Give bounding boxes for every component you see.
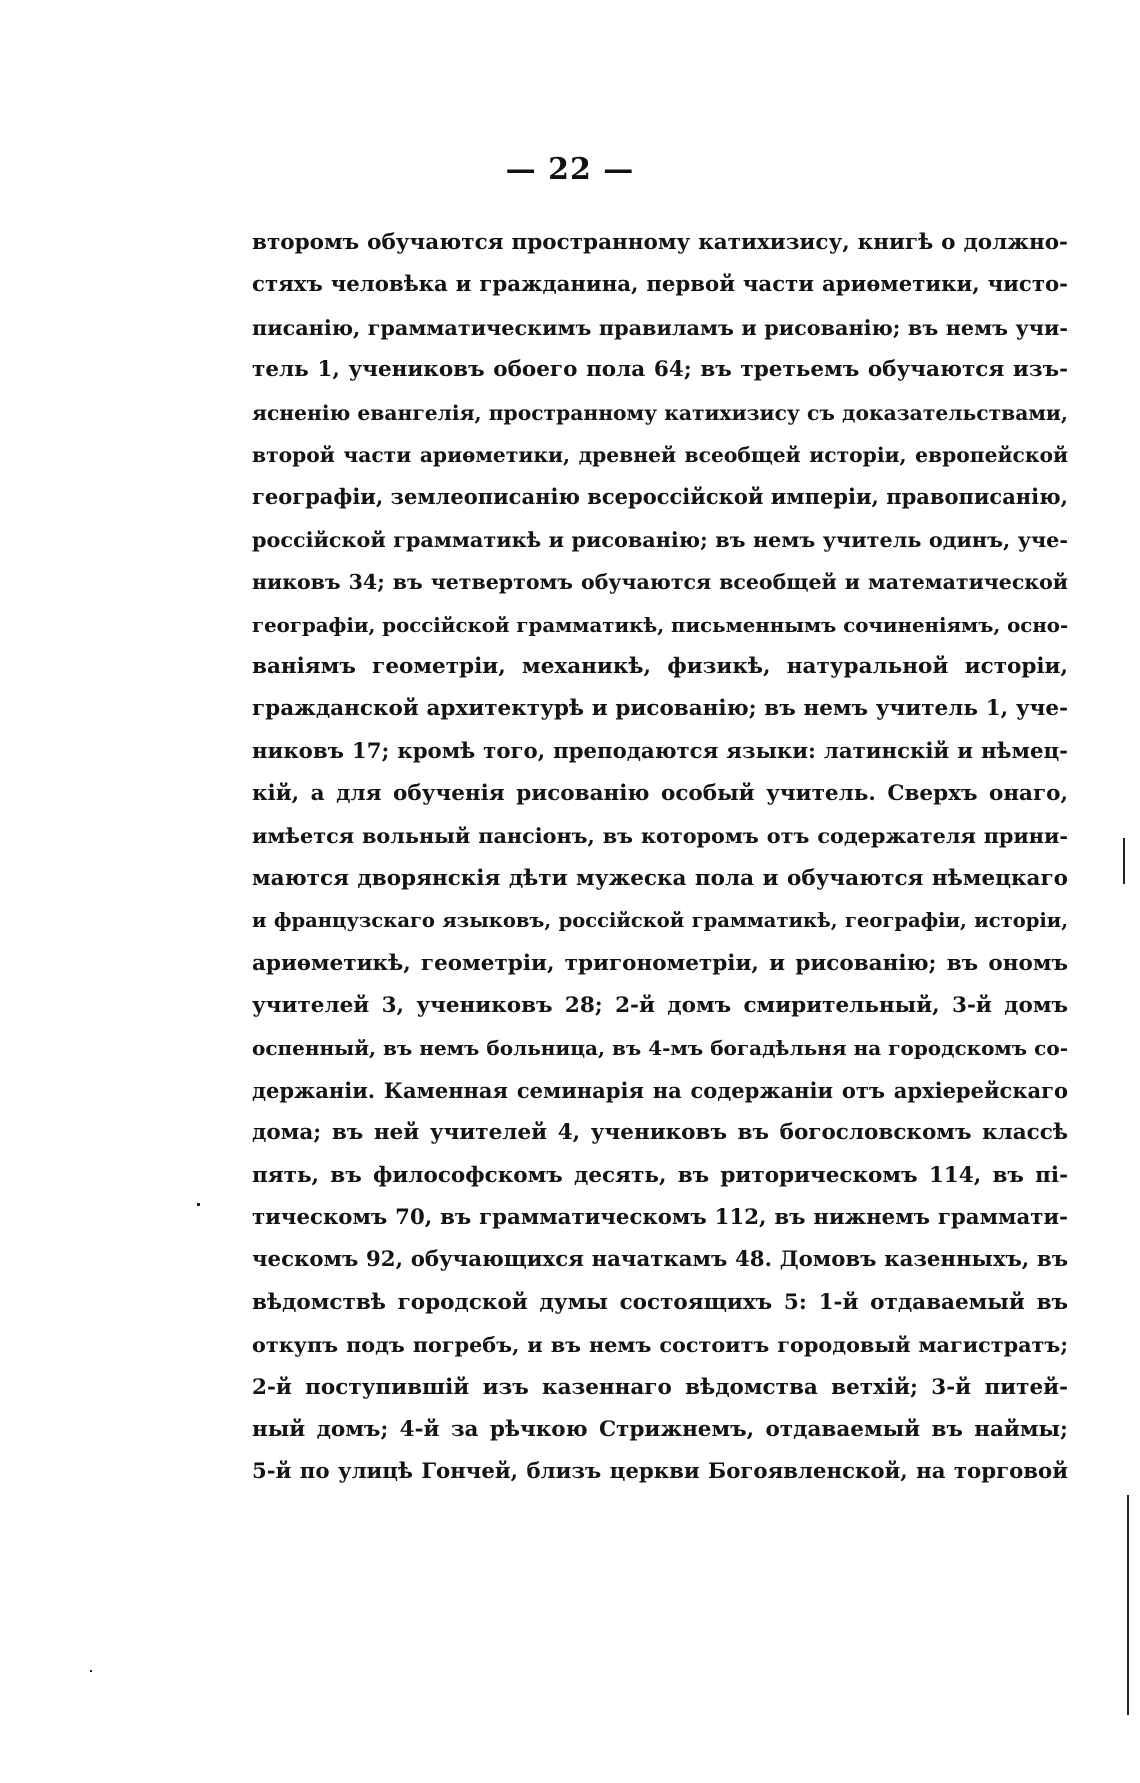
scan-mark [1127, 1495, 1129, 1715]
page-number: — 22 — [505, 152, 635, 187]
text-line: тическомъ 70, въ грамматическомъ 112, въ нижнемъ граммати- [252, 1204, 1068, 1230]
text-line: второмъ обучаются пространному катихизису, книгѣ о должно- [252, 230, 1068, 255]
text-line: имѣется вольный пансіонъ, въ которомъ отъ содержателя прини- [252, 824, 1068, 849]
text-line: кій, а для обученія рисованію особый учитель. Сверхъ онаго, [252, 781, 1068, 807]
scan-mark [90, 1670, 92, 1672]
scan-mark [1123, 838, 1125, 884]
text-line: 5-й по улицѣ Гончей, близъ церкви Богоявленской, на торговой [252, 1459, 1068, 1485]
text-line: ный домъ; 4-й за рѣчкою Стрижнемъ, отдаваемый въ наймы; [252, 1416, 1068, 1442]
text-line: оспенный, въ немъ больница, въ 4-мъ богадѣльня на городскомъ со- [252, 1036, 1068, 1061]
text-line: ваніямъ геометріи, механикѣ, физикѣ, натуральной исторіи, [252, 653, 1068, 679]
text-line: никовъ 34; въ четвертомъ обучаются всеобщей и математической [252, 570, 1068, 595]
text-line: держаніи. Каменная семинарія на содержаніи отъ архіерейскаго [252, 1077, 1068, 1103]
text-line: тель 1, учениковъ обоего пола 64; въ третьемъ обучаются изъ- [252, 357, 1068, 383]
text-line: пять, въ философскомъ десять, въ риторическомъ 114, въ пі- [252, 1162, 1068, 1188]
scan-mark [197, 1203, 200, 1206]
text-line: 2-й поступившій изъ казеннаго вѣдомства ветхій; 3-й питей- [252, 1374, 1068, 1400]
text-line: вѣдомствѣ городской думы состоящихъ 5: 1-й отдаваемый въ [252, 1289, 1068, 1315]
text-line: гражданской архитектурѣ и рисованію; въ немъ учитель 1, уче- [252, 696, 1068, 722]
text-line: откупъ подъ погребъ, и въ немъ состоитъ городовый магистратъ; [252, 1333, 1068, 1358]
text-line: учителей 3, учениковъ 28; 2-й домъ смирительный, 3-й домъ [252, 993, 1068, 1019]
body-text [252, 222, 1068, 1494]
text-line: ариѳметикѣ, геометріи, тригонометріи, и рисованію; въ ономъ [252, 950, 1068, 976]
text-line: и французскаго языковъ, россійской грамматикѣ, географіи, исторіи, [252, 909, 1068, 933]
text-line: россійской грамматикѣ и рисованію; въ немъ учитель одинъ, уче- [252, 527, 1068, 552]
text-line: стяхъ человѣка и гражданина, первой части ариѳметики, чисто- [252, 272, 1068, 298]
text-line: географіи, землеописанію всероссійской имперіи, правописанію, [252, 484, 1068, 510]
text-line: дома; въ ней учителей 4, учениковъ въ богословскомъ классѣ [252, 1120, 1068, 1146]
text-line: ясненію евангелія, пространному катихизису съ доказательствами, [252, 400, 1068, 425]
text-line: ческомъ 92, обучающихся начаткамъ 48. Домовъ казенныхъ, въ [252, 1247, 1068, 1273]
text-line: писанію, грамматическимъ правиламъ и рисованію; въ немъ учи- [252, 315, 1068, 340]
text-line: географіи, россійской грамматикѣ, письменнымъ сочиненіямъ, осно- [252, 612, 1068, 637]
text-line: маются дворянскія дѣти мужеска пола и обучаются нѣмецкаго [252, 865, 1068, 891]
text-line: второй части ариѳметики, древней всеобщей исторіи, европейской [252, 442, 1068, 467]
text-line: никовъ 17; кромѣ того, преподаются языки: латинскій и нѣмец- [252, 738, 1068, 764]
